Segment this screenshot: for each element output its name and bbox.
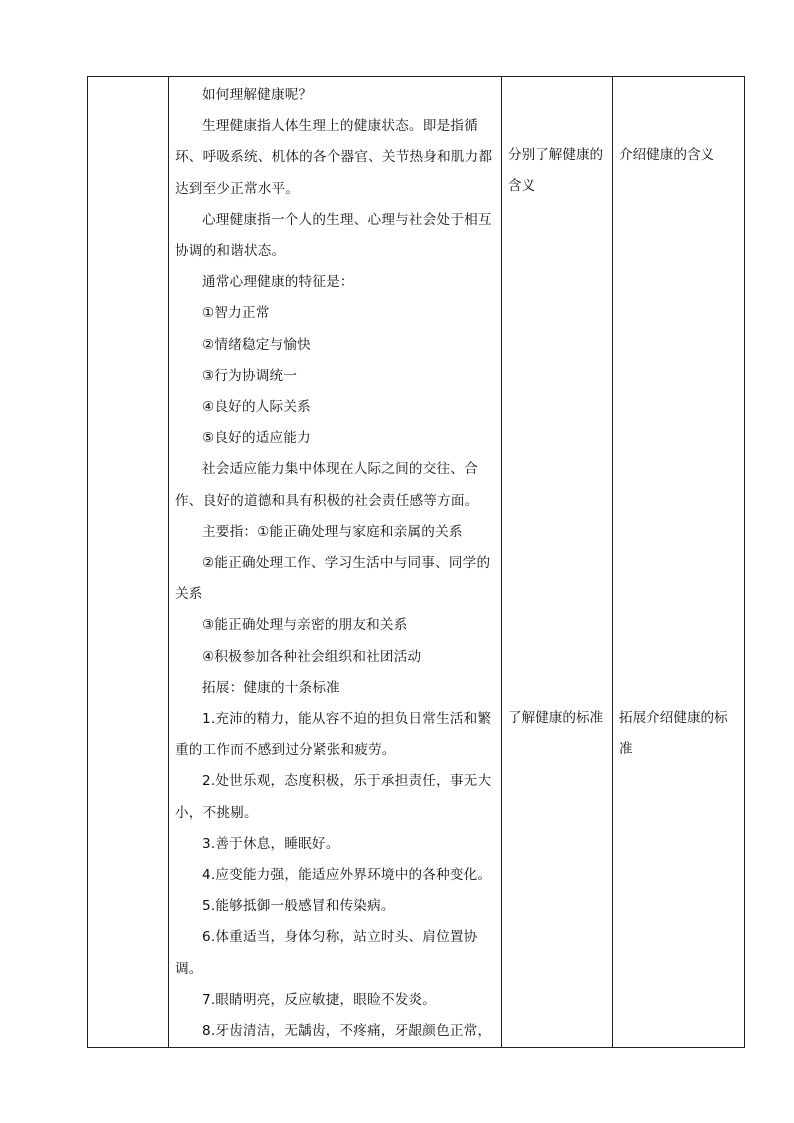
standard-item: 7.眼睛明亮，反应敏捷，眼睑不发炎。 <box>202 991 437 1008</box>
design-intent-text: 介绍健康的含义 <box>619 147 715 163</box>
standard-item: 4.应变能力强，能适应外界环境中的各种变化。 <box>202 867 492 884</box>
list-item: ④积极参加各种社会组织和社团活动 <box>202 648 422 665</box>
paragraph-physical-health: 生理健康指人体生理上的健康状态。即是指循环、呼吸系统、机体的各个器官、关节热身和肌力都达到至少正常水平。 <box>175 118 493 197</box>
content-cell <box>169 77 502 1048</box>
paragraph-mental-health: 心理健康指一个人的生理、心理与社会处于相互协调的和谐状态。 <box>175 211 492 260</box>
standard-item: 6.体重适当，身体匀称，站立时头、肩位置协调。 <box>175 929 478 977</box>
student-activity-text: 了解健康的标准 <box>508 710 604 726</box>
paragraph-main-points: 主要指：①能正确处理与家庭和亲属的关系 <box>202 523 463 540</box>
list-item: ①智力正常 <box>202 305 270 322</box>
paragraph-question: 如何理解健康呢？ <box>202 87 313 103</box>
list-item: ④良好的人际关系 <box>202 399 311 416</box>
stage-cell <box>88 77 169 1048</box>
standard-item: 5.能够抵御一般感冒和传染病。 <box>202 898 395 915</box>
list-item: ⑤良好的适应能力 <box>202 430 311 447</box>
student-activity-cell <box>502 77 613 1048</box>
list-item: ③能正确处理与亲密的朋友和关系 <box>202 617 408 634</box>
standard-item: 3.善于休息，睡眠好。 <box>202 835 340 852</box>
design-intent-text: 拓展介绍健康的标准 <box>619 710 728 758</box>
standard-item: 1.充沛的精力，能从容不迫的担负日常生活和繁重的工作而不感到过分紧张和疲劳。 <box>175 711 492 759</box>
list-item: ③行为协调统一 <box>202 367 298 384</box>
standard-item: 2.处世乐观，态度积极，乐于承担责任，事无大小，不挑剔。 <box>175 773 492 821</box>
paragraph-extension-heading: 拓展：健康的十条标准 <box>202 679 340 696</box>
paragraph-social-adaptation: 社会适应能力集中体现在人际之间的交往、合作、良好的道德和具有积极的社会责任感等方面。 <box>175 461 479 509</box>
list-item: ②情绪稳定与愉快 <box>202 336 311 353</box>
design-intent-cell <box>613 77 745 1048</box>
lesson-table <box>87 76 745 1048</box>
table-row <box>88 77 745 1048</box>
student-activity-text: 分别了解健康的含义 <box>508 147 604 195</box>
standard-item: 8.牙齿清洁，无龋齿，不疼痛，牙龈颜色正常， <box>202 1023 492 1040</box>
paragraph-features-heading: 通常心理健康的特征是： <box>202 274 354 291</box>
list-item: ②能正确处理工作、学习生活中与同事、同学的关系 <box>175 555 491 603</box>
